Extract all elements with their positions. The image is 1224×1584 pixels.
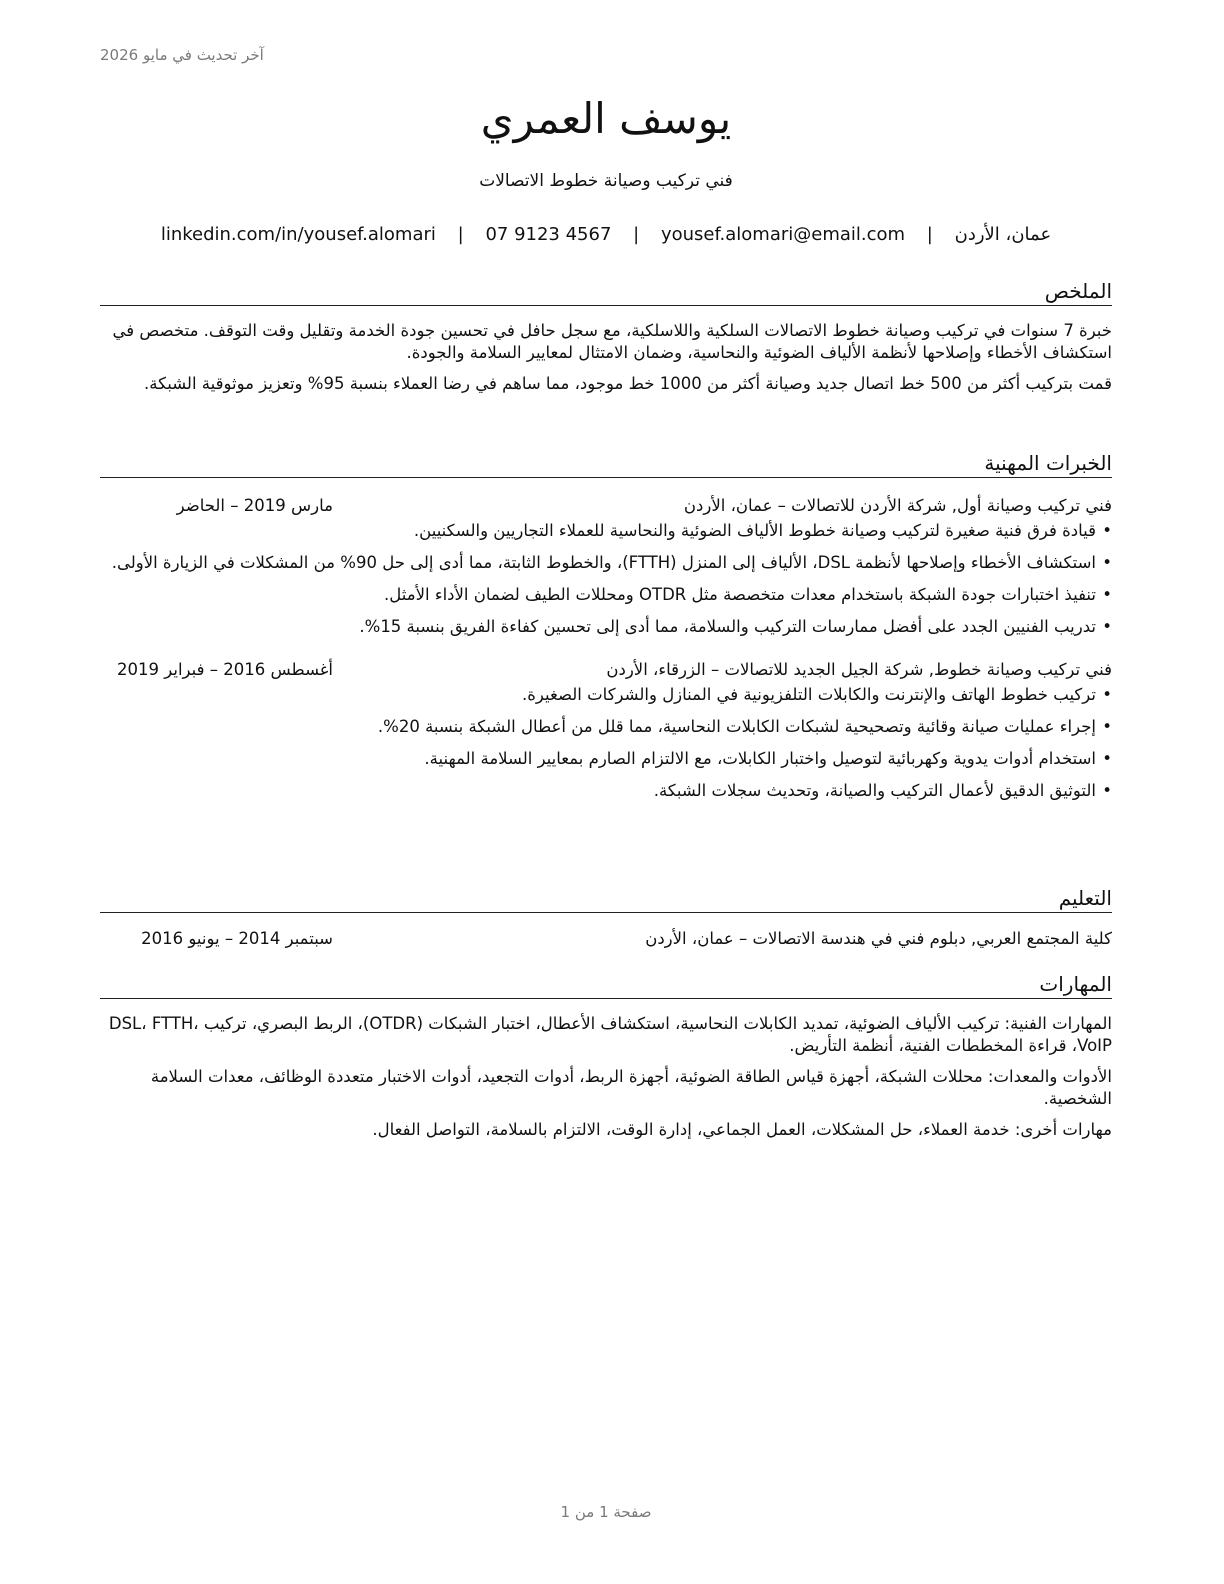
bullet-icon: • [1102, 781, 1112, 800]
bullet-icon: • [1102, 521, 1112, 540]
list-item [100, 552, 1112, 574]
job-header [100, 494, 1112, 518]
job-bullets [100, 684, 1112, 802]
job-entry [100, 494, 1112, 638]
bullet-icon: • [1102, 553, 1112, 572]
last-updated-note: آخر تحديث في مايو 2026 [100, 46, 264, 64]
job-header [100, 658, 1112, 682]
section-heading-summary: الملخص [100, 278, 1112, 306]
bullet-text: تركيب خطوط الهاتف والإنترنت والكابلات التلفزيونية في المنازل والشركات الصغيرة. [522, 685, 1096, 704]
section-heading-experience: الخبرات المهنية [100, 450, 1112, 478]
job-bullets [100, 520, 1112, 638]
bullet-text: التوثيق الدقيق لأعمال التركيب والصيانة، وتحديث سجلات الشبكة. [653, 781, 1096, 800]
bullet-text: قيادة فرق فنية صغيرة لتركيب وصيانة خطوط الألياف الضوئية والنحاسية للعملاء التجاريين والسكنيين. [413, 521, 1096, 540]
contact-location: عمان، الأردن [954, 224, 1052, 245]
education-entry [100, 927, 1112, 951]
list-item [100, 584, 1112, 606]
skills-paragraph: الأدوات والمعدات: محللات الشبكة، أجهزة قياس الطاقة الضوئية، أجهزة الربط، أدوات التجعيد، أدوات الاختبار متعددة الوظائف، معدات السلامة الشخصية. [150, 1067, 1112, 1108]
job-role: فني تركيب وصيانة أول, شركة الأردن للاتصالات – عمان، الأردن [683, 496, 1112, 515]
contact-separator: | [457, 224, 464, 245]
bullet-icon: • [1102, 617, 1112, 636]
bullet-icon: • [1102, 749, 1112, 768]
job-role: فني تركيب وصيانة خطوط, شركة الجيل الجديد للاتصالات – الزرقاء، الأردن [606, 660, 1112, 679]
bullet-text: تنفيذ اختبارات جودة الشبكة باستخدام معدات متخصصة مثل OTDR ومحللات الطيف لضمان الأداء الأمثل. [384, 585, 1096, 604]
bullet-icon: • [1102, 717, 1112, 736]
list-item [100, 684, 1112, 706]
section-heading-skills: المهارات [100, 971, 1112, 999]
resume-page [100, 0, 1112, 1584]
summary-paragraph: خبرة 7 سنوات في تركيب وصيانة خطوط الاتصالات السلكية واللاسلكية، مع سجل حافل في تحسين جودة الخدمة وتقليل وقت التوقف. متخصص في استكشاف الأخطاء وإصلاحها لأنظمة الألياف الضوئية والنحاسية، وضمان الامتثال لمعايير السلامة والجودة. [112, 321, 1112, 362]
skills-section [100, 971, 1112, 1141]
job-title: فني تركيب وصيانة خطوط الاتصالات [479, 171, 733, 191]
bullet-text: تدريب الفنيين الجدد على أفضل ممارسات التركيب والسلامة، مما أدى إلى تحسين كفاءة الفريق بنسبة 15%. [359, 617, 1096, 636]
list-item [100, 616, 1112, 638]
bullet-text: استكشاف الأخطاء وإصلاحها لأنظمة DSL، الألياف إلى المنزل (FTTH)، والخطوط الثابتة، مما أدى إلى حل 90% من المشكلات في الزيارة الأولى. [111, 553, 1096, 572]
skills-paragraph: مهارات أخرى: خدمة العملاء، حل المشكلات، العمل الجماعي، إدارة الوقت، الالتزام بالسلامة، التواصل الفعال. [372, 1120, 1112, 1139]
education-dates: سبتمبر 2014 – يونيو 2016 [141, 929, 333, 948]
contact-separator: | [926, 224, 933, 245]
education-institution: كلية المجتمع العربي, دبلوم فني في هندسة الاتصالات – عمان، الأردن [645, 929, 1112, 948]
job-dates: أغسطس 2016 – فبراير 2019 [117, 660, 333, 679]
candidate-name: يوسف العمري [480, 94, 732, 143]
contact-separator: | [633, 224, 640, 245]
list-item [100, 716, 1112, 738]
page-number: صفحة 1 من 1 [560, 1503, 652, 1521]
contact-phone[interactable]: 07 9123 4567 [485, 224, 612, 245]
education-section [100, 885, 1112, 951]
job-entry [100, 658, 1112, 802]
list-item [100, 748, 1112, 770]
list-item [100, 780, 1112, 802]
skills-paragraph: المهارات الفنية: تركيب الألياف الضوئية، تمديد الكابلات النحاسية، استكشاف الأعطال، اختبار الشبكات (OTDR)، الربط البصري، تركيب DSL، FTTH، VoIP، قراءة المخططات الفنية، أنظمة التأريض. [108, 1014, 1112, 1055]
contact-email[interactable]: yousef.alomari@email.com [660, 224, 906, 245]
summary-paragraph: قمت بتركيب أكثر من 500 خط اتصال جديد وصيانة أكثر من 1000 خط موجود، مما ساهم في رضا العملاء بنسبة 95% وتعزيز موثوقية الشبكة. [144, 374, 1112, 393]
bullet-icon: • [1102, 585, 1112, 604]
experience-section [100, 450, 1112, 812]
contact-linkedin[interactable]: linkedin.com/in/yousef.alomari [160, 224, 436, 245]
contact-line [100, 224, 1112, 245]
bullet-text: إجراء عمليات صيانة وقائية وتصحيحية لشبكات الكابلات النحاسية، مما قلل من أعطال الشبكة بنسبة 20%. [377, 717, 1096, 736]
bullet-text: استخدام أدوات يدوية وكهربائية لتوصيل واختبار الكابلات، مع الالتزام الصارم بمعايير السلامة المهنية. [424, 749, 1096, 768]
list-item [100, 520, 1112, 542]
bullet-icon: • [1102, 685, 1112, 704]
summary-section [100, 278, 1112, 395]
section-heading-education: التعليم [100, 885, 1112, 913]
job-dates: مارس 2019 – الحاضر [176, 496, 333, 515]
